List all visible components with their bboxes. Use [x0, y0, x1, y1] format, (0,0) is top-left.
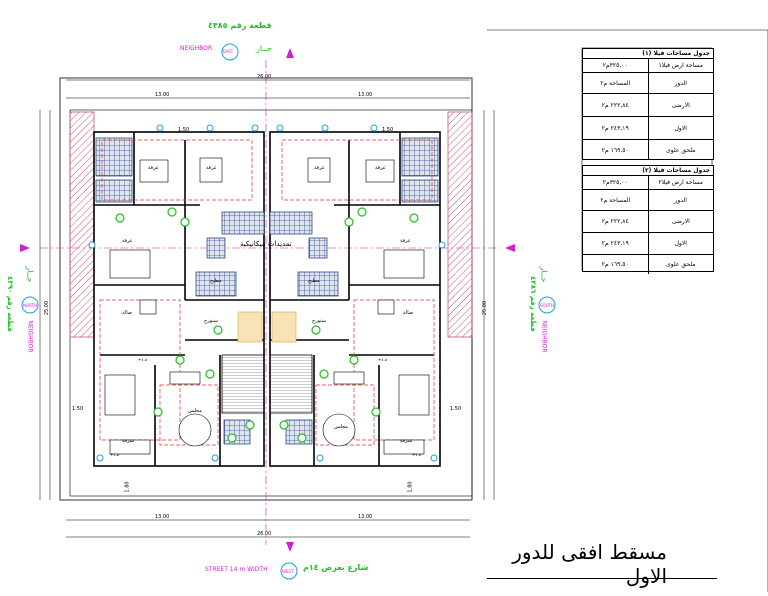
drawing-title-box: [487, 528, 717, 588]
stairs-left: [222, 355, 264, 413]
cell-label: الدور: [674, 79, 687, 87]
cell-label: الدور: [674, 196, 687, 204]
room-hall-l: صالة: [122, 310, 132, 316]
cell-value: ١٦٩,٥٠ م٢: [583, 255, 649, 274]
room-bedroom-l3: غرفة: [122, 238, 133, 244]
top-compass-label: EAST: [223, 49, 234, 54]
top-neighbor-ar: جــار: [256, 44, 272, 53]
room-balcony-l: شرفة: [122, 438, 135, 444]
dim-setback-c: 1.50: [72, 406, 84, 412]
cell-value: ٣٢٥,٠٠م٢: [583, 59, 649, 72]
room-kitchen-l: مطبخ: [210, 278, 222, 284]
area-table-villa-1: [582, 48, 714, 160]
area-table-villa-2: [582, 165, 714, 272]
stairs-right: [270, 355, 312, 413]
left-neighbor-en: NEIGHBOR: [26, 320, 34, 353]
dim-bottom-right: 13.00: [358, 514, 373, 520]
room-majlis-l: مجلس: [188, 408, 202, 414]
cell-label: مساحة ارض فيلا١: [658, 62, 703, 69]
cell-label: الارضى: [671, 218, 690, 225]
dim-setback-d: 1.50: [450, 406, 462, 412]
area-table-title: جدول مساحات فيلا (٢): [583, 166, 713, 176]
bottom-street-ar: شارع بعرض ١٤م: [303, 563, 369, 572]
cell-label: مساحة ارض فيلا٢: [658, 179, 703, 186]
top-neighbor-en: NEIGHBOR: [180, 45, 213, 52]
dim-right-depth: 25.00: [482, 300, 489, 316]
cell-value: ١٦٩,٥٠ م٢: [583, 140, 649, 160]
cell-label: الاول: [674, 240, 687, 247]
room-majlis-r: مجلس: [334, 424, 348, 430]
dim-bottom-total: 26.00: [257, 531, 272, 537]
room-storage-l: ستورج: [204, 318, 218, 324]
cell-label: ملحق علوى: [666, 261, 696, 268]
cell-value: المساحة م٢: [583, 73, 649, 93]
cell-value: المساحة م٢: [583, 190, 649, 210]
right-neighbor-en: NEIGHBOR: [540, 320, 548, 353]
dim-setback-b: 1.50: [382, 127, 394, 133]
hatch-left: [70, 112, 94, 337]
cell-label: الاول: [674, 124, 687, 132]
room-hall-r: صالة: [403, 310, 413, 316]
level-l2: +٤.٥٠: [110, 452, 122, 457]
bottom-street-en: STREET 14 m WIDTH: [205, 566, 268, 573]
right-compass-label: SOUTH: [540, 303, 555, 308]
room-mechanical: تمديدات ميكانيكية: [240, 240, 292, 248]
right-plot-label: قطعة رقم ٤٣٨٦: [528, 276, 537, 332]
left-plot-label: قطعة رقم ٤٣٩٠: [5, 276, 14, 332]
room-bedroom-r2: غرفة: [375, 165, 386, 171]
hatch-right: [448, 112, 472, 337]
area-table-title: جدول مساحات فيلا (١): [583, 49, 713, 59]
room-balcony-r: شرفة: [400, 438, 413, 444]
room-bedroom-l1: غرفة: [148, 165, 159, 171]
cell-value: ٢٢٢,٨٤ م٢: [583, 211, 649, 232]
room-bedroom-r3: غرفة: [400, 238, 411, 244]
left-neighbor-ar: جــار: [25, 266, 35, 283]
room-storage-r: ستورج: [312, 318, 326, 324]
level-l1: +٤.٥٠: [138, 357, 150, 362]
cell-value: ٢٤٣,١٩ م٢: [583, 233, 649, 254]
room-bedroom-r1: غرفة: [314, 165, 325, 171]
cell-value: ٣٢٥,٠٠م٢: [583, 176, 649, 189]
dim-top-total: 26.00: [257, 74, 272, 80]
level-r1: +٤.٥٠: [378, 357, 390, 362]
dim-top-left: 13.00: [155, 92, 170, 98]
dim-bottom-left: 13.00: [155, 514, 170, 520]
dim-setback-e: 1.80: [124, 481, 131, 493]
top-plot-label: قطعة رقم ٤٣٨٥: [208, 21, 272, 30]
right-neighbor-ar: جــار: [539, 266, 549, 283]
cell-value: ٢٤٣,١٩ م٢: [583, 117, 649, 139]
dim-left-depth: 25.00: [44, 300, 51, 316]
bottom-compass-label: WEST: [282, 569, 294, 574]
cell-label: الارضى: [671, 101, 690, 109]
dim-top-right: 13.00: [358, 92, 373, 98]
drawing-title: مسقط افقى للدور الاول: [512, 540, 667, 588]
cell-value: ٢٢٢,٨٤ م٢: [583, 94, 649, 116]
cell-label: ملحق علوى: [666, 146, 696, 154]
room-kitchen-r: مطبخ: [308, 278, 320, 284]
level-r2: +٤.٥٠: [412, 452, 424, 457]
dim-setback-f: 1.80: [407, 481, 414, 493]
dim-setback-a: 1.50: [178, 127, 190, 133]
room-bedroom-l2: غرفة: [206, 165, 217, 171]
left-compass-label: NORTH: [23, 303, 38, 308]
